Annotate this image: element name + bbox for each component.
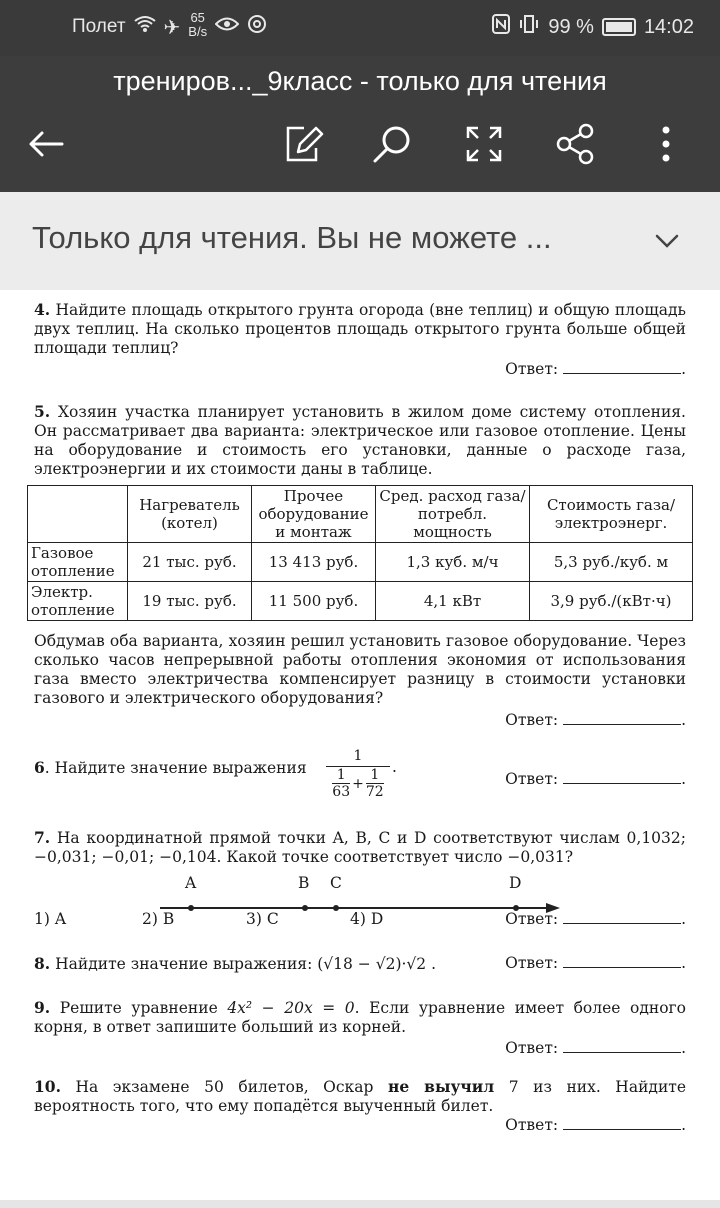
table-cell: 11 500 руб. — [252, 582, 376, 621]
equation: 4x² − 20x = 0 — [227, 999, 355, 1017]
question-number: 6 — [34, 758, 45, 777]
emphasis-text: не выучил — [387, 1077, 495, 1096]
question-8 — [34, 954, 474, 974]
table-header: Нагреватель (котел) — [128, 486, 252, 543]
option-4: 4) D — [350, 910, 384, 928]
table-cell: 4,1 кВт — [376, 582, 530, 621]
answer-label: Ответ: — [505, 910, 559, 928]
question-5 — [34, 402, 686, 479]
search-icon[interactable] — [370, 122, 414, 166]
question-text: Найдите площадь открытого грунта огорода (вне теплиц) и общую площадь двух теплиц. На сколько процентов площадь открытого грунта больше общей площади теплиц? — [34, 301, 686, 357]
table-header: Прочее оборудование и монтаж — [252, 486, 376, 543]
table-cell: 13 413 руб. — [252, 543, 376, 582]
question-text: Обдумав оба варианта, хозяин решил установить газовое оборудование. Через сколько часов непрерывной работы отопления экономия от использования газа вместо электричества компенсирует разницу в стоимости установки газового и электрического оборудования? — [34, 632, 686, 707]
more-icon[interactable] — [644, 122, 688, 166]
status-right — [492, 14, 694, 40]
question-text: 7 из них. Найдите вероятность того, что ему попадётся выученный билет. — [34, 1078, 687, 1115]
answer-label: Ответ: — [505, 1039, 559, 1057]
fraction-denominator — [326, 768, 390, 800]
question-text: Хозяин участка планирует установить в жилом доме систему отопления. Он рассматривает два варианта: электрическое или газовое отопление. Цены на оборудование и стоимость его установки, данные о расходе газа, электроэнергии и их стоимости даны в таблице. — [34, 403, 686, 478]
question-text: . Если уравнение имеет более одного корня, в ответ запишите больший из корней. — [34, 999, 686, 1036]
app-bar — [0, 56, 720, 192]
question-text: Найдите значение выражения: — [55, 955, 313, 973]
sub-denominator: 72 — [365, 784, 384, 800]
point-label-d: D — [509, 874, 522, 892]
fullscreen-icon[interactable] — [462, 122, 506, 166]
point-label-b: B — [298, 874, 310, 892]
answer-blank — [563, 770, 681, 784]
sub-fraction — [366, 768, 384, 800]
edit-icon[interactable] — [282, 122, 326, 166]
answer-10: Ответ: . — [505, 1116, 686, 1134]
answer-label: Ответ: — [505, 770, 559, 788]
status-bar — [0, 0, 720, 56]
answer-4: Ответ: . — [505, 360, 686, 378]
answer-blank — [563, 1116, 681, 1130]
status-left — [72, 10, 267, 40]
answer-label: Ответ: — [505, 954, 559, 972]
sub-numerator: 1 — [336, 767, 346, 783]
table-header-row — [28, 486, 693, 543]
answer-label: Ответ: — [505, 1116, 559, 1134]
question-10 — [34, 1077, 686, 1116]
period: . — [392, 758, 397, 776]
question-5-continued — [34, 632, 686, 708]
option-1: 1) A — [34, 910, 67, 928]
answer-9: Ответ: . — [505, 1039, 686, 1057]
answer-label: Ответ: — [505, 711, 559, 729]
question-number: 7. — [34, 828, 51, 847]
question-7 — [34, 828, 686, 867]
answer-label: Ответ: — [505, 360, 559, 378]
point-label-a: A — [185, 874, 197, 892]
table-header: Сред. расход газа/ потребл. мощность — [376, 486, 530, 543]
question-text: На координатной прямой точки A, B, C и D соответствуют числам 0,1032; −0,031; −0,01; −0,104. Какой точке соответствует число −0,031? — [34, 829, 686, 866]
question-number: 10. — [34, 1077, 61, 1096]
question-number: 5. — [34, 402, 51, 421]
battery-icon — [602, 18, 636, 36]
bottom-edge — [0, 1200, 720, 1208]
answer-7: Ответ: . — [505, 910, 686, 928]
question-9 — [34, 998, 686, 1037]
sub-numerator: 1 — [370, 767, 380, 783]
fraction-expression — [326, 748, 390, 800]
wifi-icon — [134, 15, 156, 39]
question-number: 4. — [34, 300, 51, 319]
carrier-label: Полет — [72, 16, 126, 37]
document-page[interactable] — [0, 290, 720, 1200]
answer-blank — [563, 910, 681, 924]
question-text: . Найдите значение выражения — [44, 759, 307, 777]
sub-denominator: 63 — [332, 784, 351, 800]
table-header: Стоимость газа/электроэнерг. — [530, 486, 693, 543]
document-title: трениров..._9класс - только для чтения — [113, 66, 607, 96]
back-arrow-icon[interactable] — [24, 122, 68, 166]
answer-blank — [563, 954, 681, 968]
sub-fraction — [332, 768, 350, 800]
table-cell: 19 тыс. руб. — [128, 582, 252, 621]
answer-blank — [563, 711, 681, 725]
table-cell: Газовое отопление — [28, 543, 128, 582]
answer-blank — [563, 360, 681, 374]
fraction-numerator: 1 — [353, 748, 363, 764]
clock: 14:02 — [643, 15, 694, 38]
chevron-down-icon[interactable] — [652, 226, 682, 256]
table-cell: 1,3 куб. м/ч — [376, 543, 530, 582]
question-text: На экзамене 50 билетов, Оскар — [75, 1078, 374, 1096]
table-row — [28, 543, 693, 582]
point-label-c: C — [330, 874, 342, 892]
table-cell: 5,3 руб./куб. м — [530, 543, 693, 582]
speed-value: 65 — [190, 10, 205, 25]
speed-unit: B/s — [188, 24, 208, 39]
fraction-bar — [326, 766, 390, 767]
eye-icon — [215, 16, 239, 38]
question-text: Решите уравнение — [59, 999, 218, 1017]
table-cell: Электр. отопление — [28, 582, 128, 621]
table-row — [28, 582, 693, 621]
banner-text: Только для чтения. Вы не можете ... — [32, 220, 552, 255]
question-number: 9. — [34, 998, 51, 1017]
battery-percent: 99 % — [548, 15, 594, 38]
question-6 — [34, 758, 334, 778]
plus-sign: + — [352, 776, 364, 792]
option-3: 3) C — [246, 910, 279, 928]
answer-5: Ответ: . — [505, 711, 686, 729]
question-number: 8. — [34, 954, 51, 973]
table-cell: 21 тыс. руб. — [128, 543, 252, 582]
table-header — [28, 486, 128, 543]
nfc-icon — [492, 14, 510, 40]
network-speed — [188, 11, 207, 39]
read-only-banner[interactable] — [0, 192, 720, 290]
share-icon[interactable] — [554, 122, 598, 166]
vibrate-icon — [518, 14, 540, 40]
option-2: 2) B — [142, 910, 175, 928]
airplane-icon: ✈ — [163, 16, 181, 39]
table-cell: 3,9 руб./(кВт·ч) — [530, 582, 693, 621]
question-4 — [34, 300, 686, 358]
answer-8: Ответ: . — [505, 954, 686, 972]
answer-blank — [563, 1039, 681, 1053]
math-expression: (√18 − √2)·√2 . — [317, 955, 437, 973]
answer-6: Ответ: . — [505, 770, 686, 788]
hotspot-icon — [247, 14, 267, 40]
heating-table — [27, 485, 693, 621]
